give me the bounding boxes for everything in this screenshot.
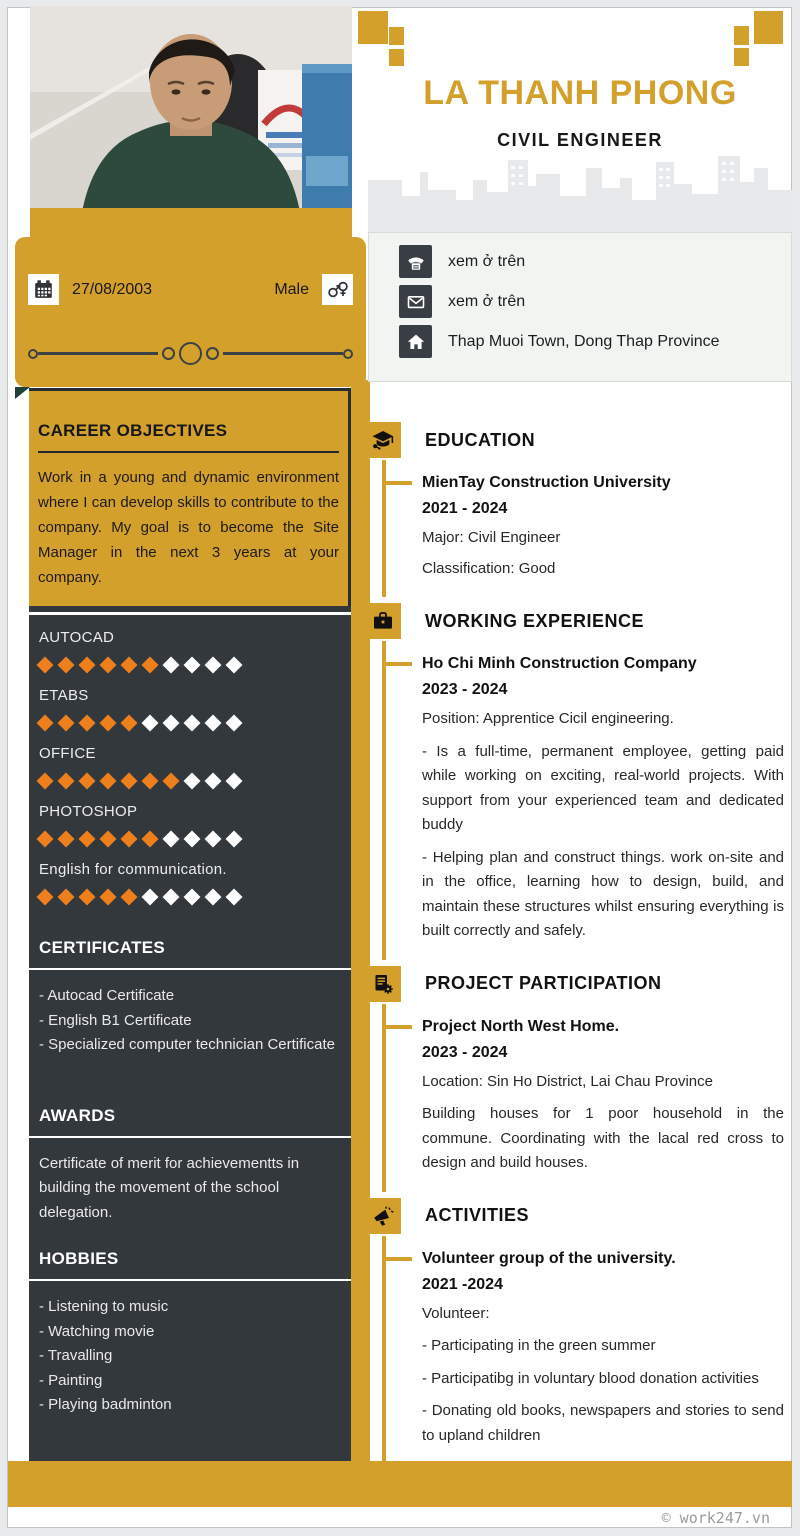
mail-icon <box>399 285 432 318</box>
skyline-graphic <box>368 150 792 232</box>
project-title: Project North West Home. <box>422 1017 620 1035</box>
hobby-item: - Listening to music <box>39 1298 169 1315</box>
diamond-empty <box>184 657 201 674</box>
education-head <box>368 422 792 458</box>
activities-bullets <box>422 1334 784 1448</box>
diamond-empty <box>226 715 243 732</box>
diamond-empty <box>205 889 222 906</box>
skill-rating <box>39 830 341 848</box>
timeline-line <box>382 1004 386 1192</box>
info-row <box>28 274 353 305</box>
education-major: Major: Civil Engineer <box>422 529 561 546</box>
activities-heading: ACTIVITIES <box>425 1205 530 1225</box>
email-value: xem ở trên <box>448 292 526 310</box>
document-gear-icon <box>365 966 401 1002</box>
experience-head <box>368 603 792 639</box>
gender-value: Male <box>274 280 309 298</box>
diamond-filled <box>58 657 75 674</box>
awards-text: Certificate of merit for achievementts in building the movement of the school delegation. <box>39 1154 300 1221</box>
diamond-filled <box>58 889 75 906</box>
graduation-cap-icon <box>365 422 401 458</box>
timeline-branch <box>382 481 412 485</box>
diamond-empty <box>205 773 222 790</box>
skill-item <box>39 803 341 848</box>
header <box>368 8 792 232</box>
diamond-filled <box>37 889 54 906</box>
skill-name: OFFICE <box>39 745 96 762</box>
experience-entry <box>368 639 792 944</box>
education-section <box>368 422 792 581</box>
activities-entry <box>368 1234 792 1449</box>
diamond-empty <box>163 657 180 674</box>
timeline-line <box>382 641 386 960</box>
activities-section <box>368 1198 792 1449</box>
skill-item <box>39 745 341 790</box>
candidate-name: LA THANH PHONG <box>423 74 737 112</box>
diamond-filled <box>37 715 54 732</box>
contact-panel <box>368 232 792 382</box>
diamond-empty <box>205 657 222 674</box>
skill-item <box>39 861 341 906</box>
home-icon <box>399 325 432 358</box>
diamond-filled <box>79 715 96 732</box>
diamond-empty <box>163 715 180 732</box>
diamond-filled <box>100 773 117 790</box>
diamond-filled <box>58 715 75 732</box>
skill-item <box>39 629 341 674</box>
activity-bullet: - Participating in the green summer <box>422 1337 656 1354</box>
experience-bullet: - Is a full-time, permanent employee, getting paid while working on exciting, real-world projects. With support from your experienced team and dedicated buddy <box>422 742 784 833</box>
diamond-filled <box>163 773 180 790</box>
timeline-branch <box>382 1257 412 1261</box>
diamond-empty <box>142 715 159 732</box>
career-objectives-heading: CAREER OBJECTIVES <box>38 421 339 453</box>
skill-name: English for communication. <box>39 861 227 878</box>
contact-row-address <box>399 325 791 358</box>
hobby-item: - Watching movie <box>39 1322 155 1340</box>
skill-rating <box>39 888 341 906</box>
timeline-line <box>382 1236 386 1465</box>
right-column <box>368 8 792 1470</box>
skill-rating <box>39 714 341 732</box>
skill-name: AUTOCAD <box>39 629 115 646</box>
education-school: MienTay Construction University <box>422 474 671 491</box>
hobbies-list <box>39 1295 341 1418</box>
diamond-empty <box>226 889 243 906</box>
job-title: CIVIL ENGINEER <box>497 130 663 150</box>
skill-name: PHOTOSHOP <box>39 803 138 820</box>
activities-period: 2021 -2024 <box>422 1275 503 1293</box>
diamond-filled <box>121 773 138 790</box>
skills-list <box>39 629 341 906</box>
experience-company: Ho Chi Minh Construction Company <box>422 655 697 672</box>
experience-section <box>368 603 792 944</box>
diamond-filled <box>100 715 117 732</box>
diamond-filled <box>142 657 159 674</box>
skill-item <box>39 687 341 732</box>
activities-title: Volunteer group of the university. <box>422 1249 676 1267</box>
diamond-filled <box>100 657 117 674</box>
diamond-filled <box>79 889 96 906</box>
diamond-filled <box>100 889 117 906</box>
diamond-filled <box>121 889 138 906</box>
diamond-filled <box>79 773 96 790</box>
megaphone-icon <box>365 1198 401 1234</box>
certificate-item: - Specialized computer technician Certificate <box>39 1036 335 1053</box>
education-classification: Classification: Good <box>422 559 556 577</box>
certificates-heading: CERTIFICATES <box>29 938 351 970</box>
diamond-empty <box>184 889 201 906</box>
awards-heading: AWARDS <box>29 1106 351 1138</box>
skill-name: ETABS <box>39 687 89 704</box>
hobby-item: - Painting <box>39 1371 103 1389</box>
personal-skills-underline <box>29 612 351 615</box>
diamond-empty <box>226 831 243 848</box>
hobby-item: - Playing badminton <box>39 1396 172 1413</box>
project-entry <box>368 1002 792 1176</box>
diamond-filled <box>121 715 138 732</box>
skill-rating <box>39 772 341 790</box>
diamond-filled <box>37 831 54 848</box>
diamond-filled <box>58 773 75 790</box>
diamond-empty <box>142 889 159 906</box>
timeline-branch <box>382 1025 412 1029</box>
fold-triangle <box>15 387 30 399</box>
diamond-empty <box>184 831 201 848</box>
diamond-filled <box>121 657 138 674</box>
diamond-empty <box>226 657 243 674</box>
certificates-list <box>39 984 341 1058</box>
activities-intro: Volunteer: <box>422 1304 490 1322</box>
experience-bullets <box>422 740 784 944</box>
left-dark-panel <box>29 606 351 1461</box>
experience-heading: WORKING EXPERIENCE <box>425 610 645 631</box>
phone-icon <box>399 245 432 278</box>
diamond-empty <box>184 715 201 732</box>
diamond-empty <box>205 831 222 848</box>
project-description: Building houses for 1 poor household in the commune. Coordinating with the lacal red cross to design and build houses. <box>422 1105 784 1171</box>
project-section <box>368 966 792 1176</box>
address-value: Thap Muoi Town, Dong Thap Province <box>448 332 720 350</box>
diamond-filled <box>142 773 159 790</box>
skill-rating <box>39 656 341 674</box>
date-of-birth: 27/08/2003 <box>72 280 153 298</box>
personal-info-panel <box>15 237 366 387</box>
diamond-filled <box>121 831 138 848</box>
education-period: 2021 - 2024 <box>422 500 508 517</box>
education-entry <box>368 458 792 581</box>
watermark-credit: © work247.vn <box>661 1509 770 1527</box>
activity-bullet: - Donating old books, newspapers and stories to send to upland children <box>422 1402 784 1444</box>
project-location: Location: Sin Ho District, Lai Chau Province <box>422 1072 713 1090</box>
experience-position: Position: Apprentice Cicil engineering. <box>422 710 674 727</box>
briefcase-icon <box>365 603 401 639</box>
education-heading: EDUCATION <box>425 429 536 450</box>
diamond-empty <box>184 773 201 790</box>
profile-photo <box>30 6 352 212</box>
diamond-empty <box>163 831 180 848</box>
contact-row-phone <box>399 245 791 278</box>
hobby-item: - Travalling <box>39 1347 113 1364</box>
project-head <box>368 966 792 1002</box>
diamond-empty <box>163 889 180 906</box>
timeline-branch <box>382 662 412 666</box>
certificate-item: - English B1 Certificate <box>39 1011 192 1029</box>
project-period: 2023 - 2024 <box>422 1043 508 1061</box>
activities-head <box>368 1198 792 1234</box>
diamond-empty <box>226 773 243 790</box>
diamond-filled <box>79 831 96 848</box>
diamond-filled <box>37 773 54 790</box>
diamond-filled <box>79 657 96 674</box>
phone-value: xem ở trên <box>448 252 526 270</box>
activity-bullet: - Participatibg in voluntary blood donation activities <box>422 1369 759 1387</box>
decorative-divider <box>28 342 353 365</box>
profile-photo-illustration <box>30 6 352 212</box>
diamond-empty <box>205 715 222 732</box>
certificate-item: - Autocad Certificate <box>39 987 175 1004</box>
diamond-filled <box>142 831 159 848</box>
diamond-filled <box>37 657 54 674</box>
career-objectives-section <box>29 388 351 606</box>
calendar-icon <box>28 274 59 305</box>
hobbies-heading: HOBBIES <box>29 1249 351 1281</box>
contact-row-email <box>399 285 791 318</box>
gender-icon <box>322 274 353 305</box>
experience-period: 2023 - 2024 <box>422 681 508 698</box>
career-objectives-text: Work in a young and dynamic environment where I can develop skills to contribute to the company. My goal is to become the Site Manager in the next 3 years at your company. <box>38 469 339 586</box>
experience-bullet: - Helping plan and construct things. work on-site and in the office, learning how to design, build, and maintain these structures whilst ensuring everything is built correctly and safely. <box>422 848 784 939</box>
diamond-filled <box>58 831 75 848</box>
diamond-filled <box>100 831 117 848</box>
project-heading: PROJECT PARTICIPATION <box>425 973 662 993</box>
